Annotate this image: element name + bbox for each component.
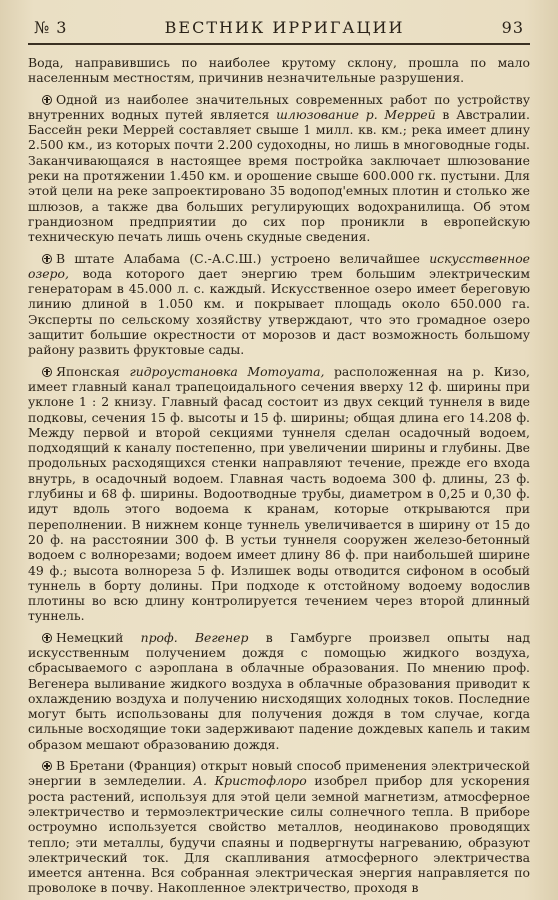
paragraph-emphasis: проф. Вегенер bbox=[140, 629, 249, 645]
journal-title: ВЕСТНИК ИРРИГАЦИИ bbox=[164, 18, 405, 37]
paragraph-brittany bbox=[28, 758, 530, 896]
issue-number: № 3 bbox=[34, 18, 68, 37]
section-ornament-icon bbox=[42, 95, 52, 105]
paragraph-motouata bbox=[28, 364, 530, 624]
paragraph-wegener bbox=[28, 630, 530, 752]
paragraph-text: Вода, направившись по наиболее крутому склону, прошла по мало населенным местностям, причинив незначительные разрушения. bbox=[28, 55, 530, 86]
paragraph-continuation bbox=[28, 55, 530, 86]
paragraph-text: изобрел прибор для ускорения роста растений, используя для этой цели земной магнетизм, атмосферное электричество и термоэлектрические силы солнечного тепла. В приборе остроумно используется свойство металлов, неодинаково проводящих тепло; эти металлы, будучи спаяны и подвергнуты нагреванию, образуют электрический ток. Для скапливания атмосферного электричества имеется антенна. Вся собранная электрическая энергия направляется по проволоке в почву. Накопленное электричество, проходя в bbox=[28, 773, 530, 896]
paragraph-intro: Одной из наиболее значительных современных работ по устройству внутренних водных путей является bbox=[28, 91, 530, 122]
paragraph-intro: В штате Алабама (С.-А.С.Ш.) устроено величайшее bbox=[56, 250, 430, 266]
section-ornament-icon bbox=[42, 761, 52, 771]
section-ornament-icon bbox=[42, 633, 52, 643]
paragraph-emphasis: искусственное озеро, bbox=[28, 250, 530, 281]
paragraph-intro: Немецкий bbox=[56, 629, 141, 645]
paragraph-alabama-lake bbox=[28, 251, 530, 358]
paragraph-intro: В Бретани (Франция) открыт новый способ применения электрической энергии в земледелии. bbox=[28, 758, 530, 789]
page-header bbox=[28, 14, 530, 45]
paragraph-text: в Австралии. Бассейн реки Меррей составляет свыше 1 милл. кв. км.; река имеет длину 2.500 км., из которых почти 2.200 судоходны, но лишь в многоводные годы. Заканчивающаяся в настоящее время постройка заключает шлюзование реки на протяжении 1.450 км. и орошение свыше 600.000 гк. пустыни. Для этой цели на реке запроектировано 35 водопод'емных плотин и столько же шлюзов, а также два больших регулирующих водохранилища. Об этом грандиозном предприятии до сих пор проникли в европейскую техническую печать лишь очень скудные сведения. bbox=[28, 106, 530, 245]
paragraph-emphasis: гидроустановка Мотоуата, bbox=[129, 363, 325, 379]
article-body bbox=[28, 55, 530, 896]
paragraph-murray-river bbox=[28, 92, 530, 245]
paragraph-intro: Японская bbox=[56, 363, 130, 379]
section-ornament-icon bbox=[42, 367, 52, 377]
paragraph-emphasis: А. Кристофлоро bbox=[193, 773, 307, 789]
paragraph-text: вода которого дает энергию трем большим электрическим генераторам в 45.000 л. с. каждый. Искусственное озеро имеет береговую линию длиной в 1.050 км. и покрывает площадь около 650.000 га. Эксперты по сельскому хозяйству утверждают, что это громадное озеро защитит большие окрестности от морозов и даст возможность большому району развить фруктовые сады. bbox=[28, 265, 530, 358]
paragraph-emphasis: шлюзование р. Меррей bbox=[276, 106, 436, 122]
section-ornament-icon bbox=[42, 254, 52, 264]
paragraph-text: расположенная на р. Кизо, имеет главный канал трапецоидального сечения вверху 12 ф. ширины при уклоне 1 : 2 книзу. Главный фасад состоит из двух секций туннеля в виде подковы, сечения 15 ф. высоты и 15 ф. ширины; общая длина его 14.208 ф. Между первой и второй секциями туннеля сделан осадочный водоем, подходящий к каналу постепенно, при увеличении ширины и глубины. Две продольных расходящихся стенки направляют течение, прежде его входа внутрь, в осадочный водоем. Главная часть водоема 300 ф. длины, 23 ф. глубины и 68 ф. ширины. Водоотводные трубы, диаметром в 0,25 и 0,30 ф. идут вдоль этого водоема к кранам, которые открываются при переполнении. В нижнем конце туннель увеличивается в ширину от 15 до 20 ф. на расстоянии 300 ф. В устьи туннеля сооружен железо-бетонный водоем с волнорезами; водоем имеет длину 86 ф. при наибольшей ширине 49 ф.; высота волнореза 5 ф. Излишек воды отводится сифоном в особый туннель в борту долины. При подходе к отстойному водоему водослив плотины во всю длину контролируется течением через второй длинный туннель. bbox=[28, 363, 530, 624]
paragraph-text: в Гамбурге произвел опыты над искусственным получением дождя с помощью жидкого воздуха, сбрасываемого с аэроплана в облачные образования. По мнению проф. Вегенера выливание жидкого воздуха в облачные образования приводит к охлаждению воздуха и получению нисходящих холодных токов. Последние могут быть использованы для получения дождя в том случае, когда сильные восходящие токи задерживают падение дождевых капель и таким образом мешают образованию дождя. bbox=[28, 629, 531, 752]
page-number: 93 bbox=[501, 18, 524, 37]
